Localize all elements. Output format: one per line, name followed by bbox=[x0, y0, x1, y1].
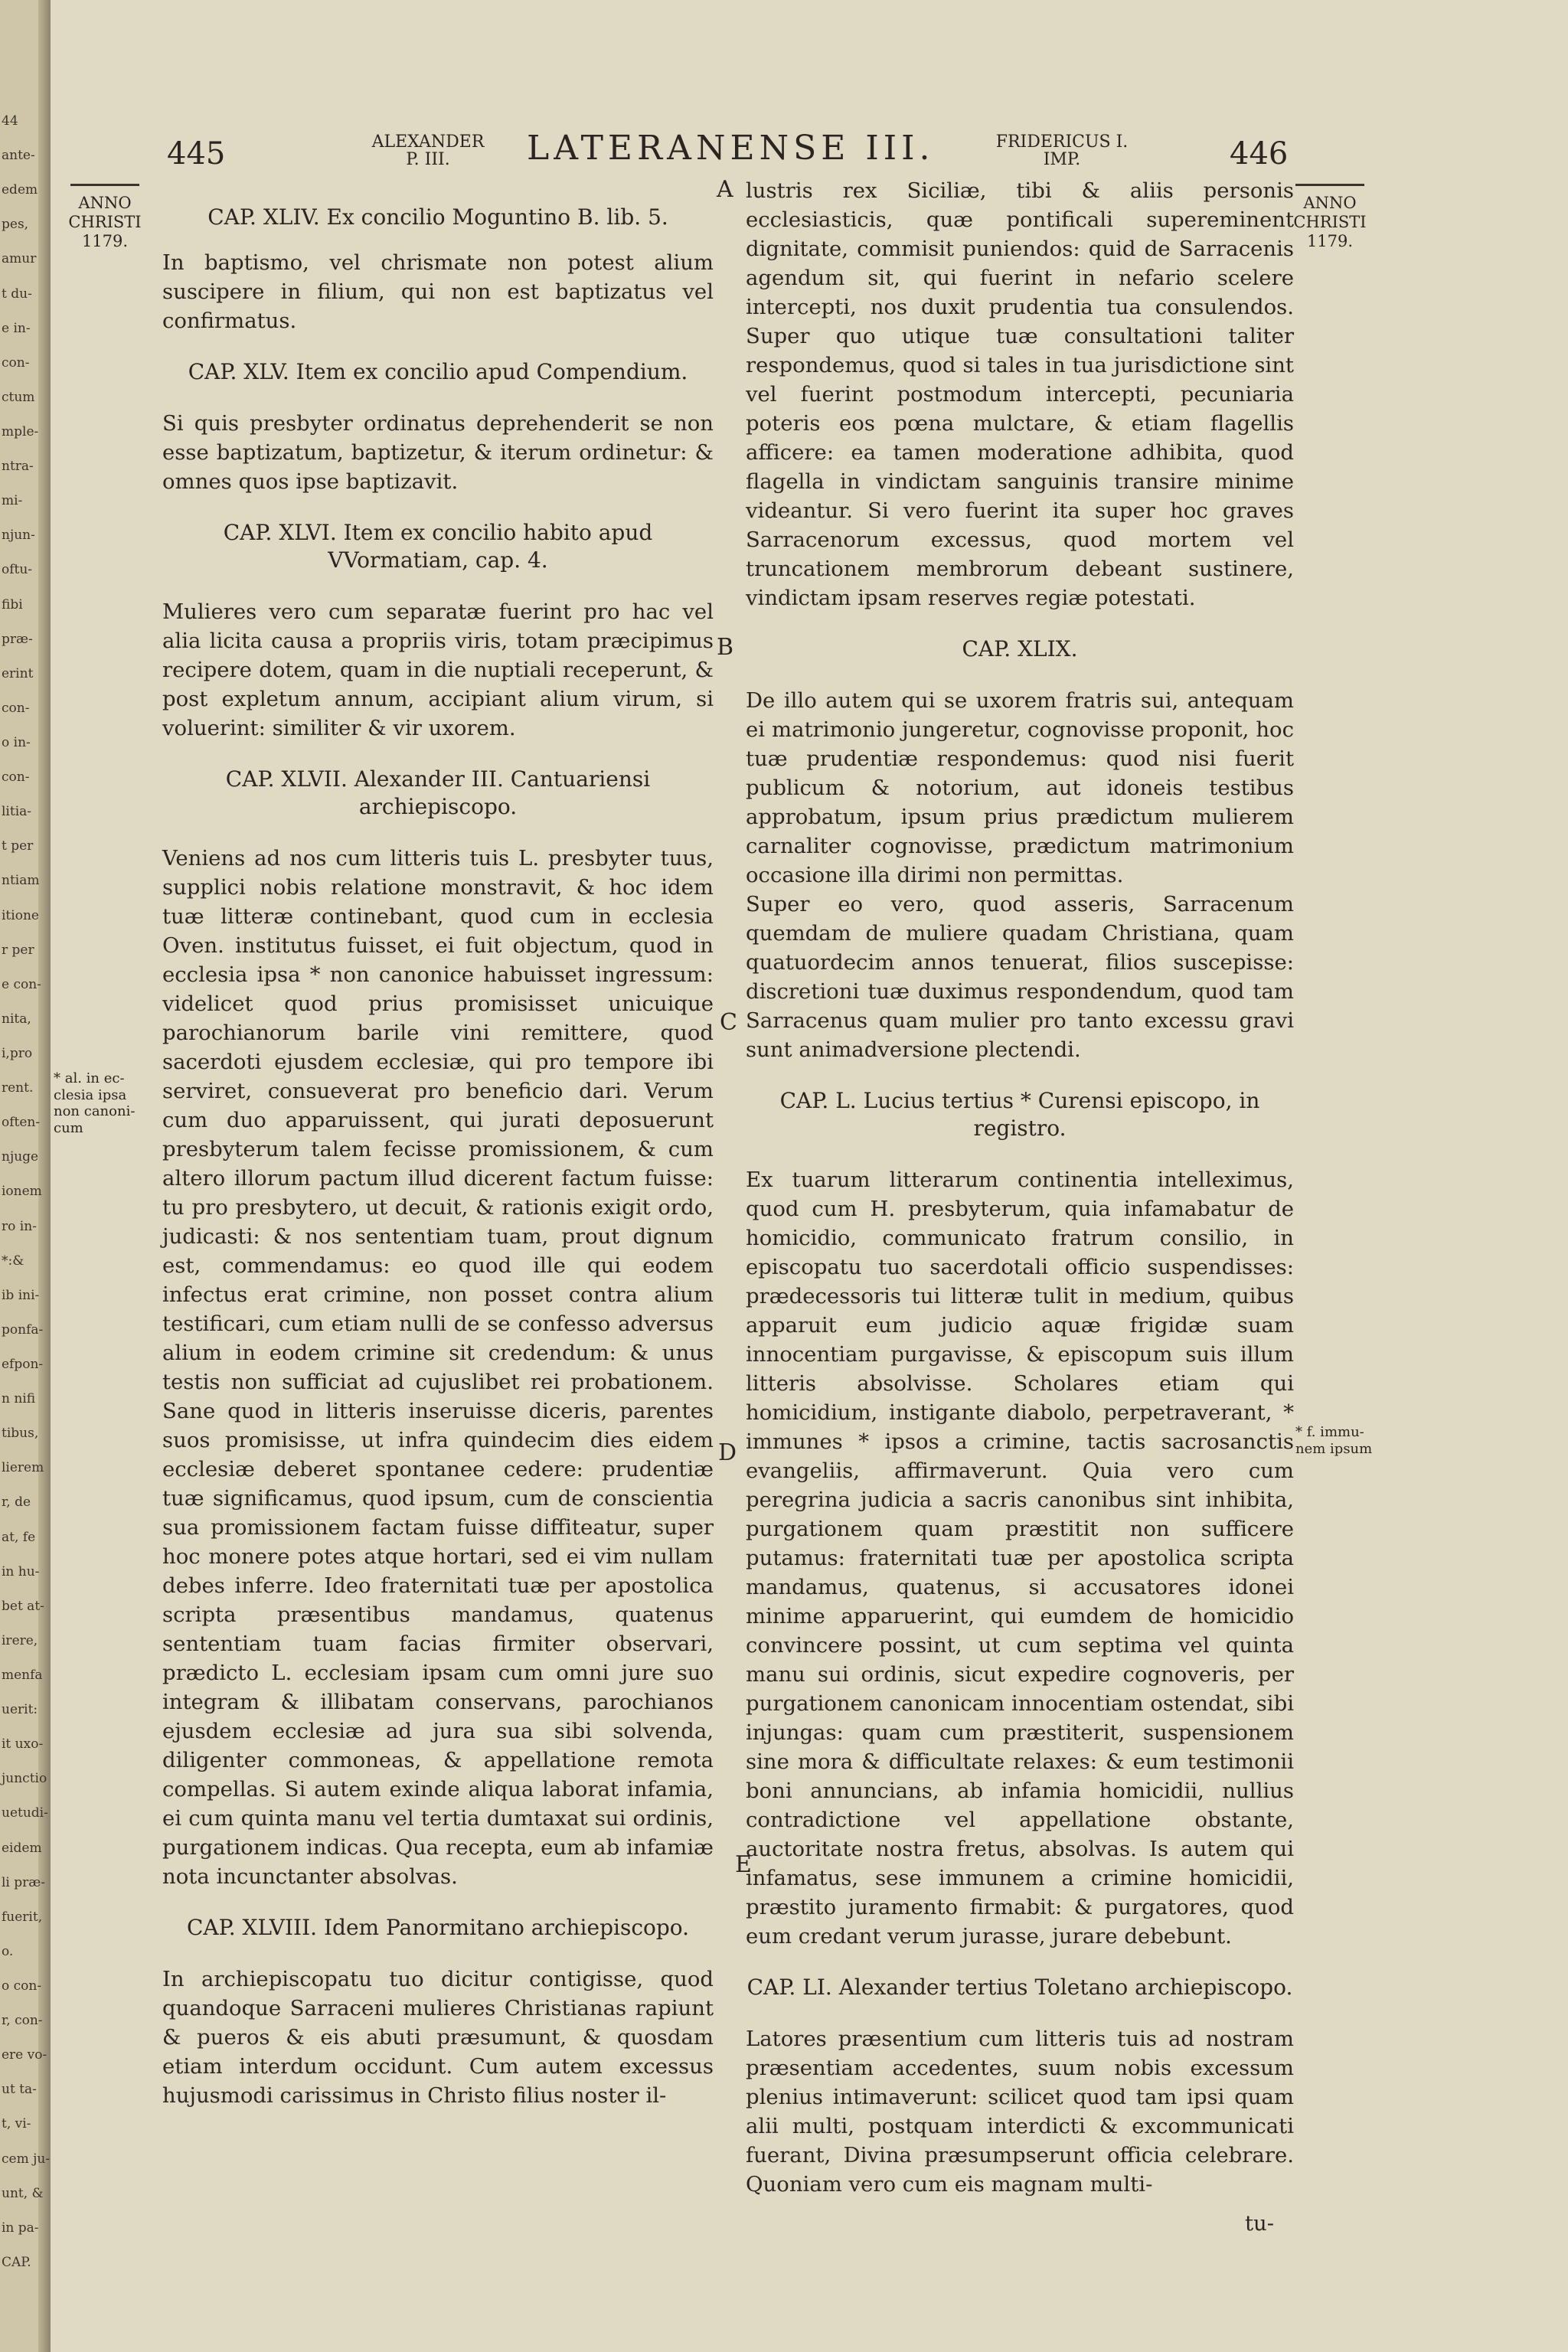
edge-fragment: o con- bbox=[2, 1978, 42, 1994]
edge-fragment: irere, bbox=[2, 1632, 38, 1648]
chapter-heading: CAP. XLVI. Item ex concilio habito apud VVormatiam, cap. 4. bbox=[223, 520, 653, 573]
note-line: * f. immu- bbox=[1295, 1424, 1364, 1440]
chapter-heading: CAP. LI. Alexander tertius Toletano archiepiscopo. bbox=[746, 1975, 1293, 2000]
chapter-heading: CAP. L. Lucius tertius * Curensi episcopo, in registro. bbox=[779, 1088, 1260, 1141]
anno-line: 1179. bbox=[81, 231, 129, 250]
edge-fragment: it uxo- bbox=[2, 1736, 44, 1753]
chapter-heading: CAP. XLVIII. Idem Panormitano archiepiscopo. bbox=[186, 1915, 690, 1940]
edge-fragment: in hu- bbox=[2, 1563, 40, 1579]
edge-fragment: efpon- bbox=[2, 1357, 44, 1372]
chapter-text: In baptismo, vel chrismate non potest alium suscipere in filium, qui non est baptizatus vel confirmatus. bbox=[162, 250, 714, 333]
anno-line: CHRISTI bbox=[68, 212, 142, 231]
edge-fragment: unt, & bbox=[2, 2185, 44, 2201]
edge-fragment: ntiam bbox=[2, 873, 40, 889]
right-page-number: 446 bbox=[1230, 136, 1289, 172]
anno-christi-right bbox=[1285, 184, 1375, 250]
chapter-text: Super eo vero, quod asseris, Sarracenum quemdam de muliere quadam Christiana, quam quatuordecim annos tenuerat, filios suscepisse: discretioni tuæ duximus respondendum, quod tam Sarracenus quam mulier pro tanto excessu gravi sunt animadversione plectendi. bbox=[746, 892, 1294, 1062]
edge-fragment: edem bbox=[2, 182, 38, 198]
edge-fragment: ctum bbox=[2, 389, 35, 405]
edge-fragment: r per bbox=[2, 942, 34, 958]
note-line: * al. in ec- bbox=[54, 1070, 125, 1086]
anno-line: CHRISTI bbox=[1293, 212, 1367, 231]
edge-fragment: menfa bbox=[2, 1668, 43, 1683]
edge-fragment: erint bbox=[2, 665, 34, 681]
chapter-text: Latores præsentium cum litteris tuis ad nostram præsentiam accedentes, suum nobis excessum plenius intimaverunt: scilicet quod tam ipsi quam alii multi, postquam interdicti & excommunicati fuerant, Divina præsumpserunt officia celebrare. Quoniam vero cum eis magnam multi- bbox=[746, 2027, 1294, 2197]
left-page-number: 445 bbox=[167, 136, 226, 172]
anno-line: ANNO bbox=[1303, 194, 1357, 212]
edge-fragment: ere vo- bbox=[2, 2047, 47, 2063]
edge-fragment: 44 bbox=[2, 113, 18, 129]
margin-letter-c: C bbox=[720, 1009, 737, 1036]
adjacent-page-edge bbox=[0, 0, 51, 2352]
anno-rule bbox=[70, 184, 139, 186]
edge-fragment: itione bbox=[2, 907, 39, 923]
chapter-heading: CAP. XLV. Item ex concilio apud Compendium. bbox=[188, 359, 688, 384]
margin-letter-e: E bbox=[735, 1851, 752, 1878]
chapter-text: Ex tuarum litterarum continentia intelleximus, quod cum H. presbyterum, quia infamabatur de homicidio, communicato fratrum consilio, in episcopatu tuo sacerdotali officio suspendisses: prædecessoris tui litteræ tulit in medium, quibus apparuit eum judicio aquæ frigidæ suam innocentiam purgavisse, & episcopum suis illum litteris absolvisse. Scholares etiam qui homicidium, instigante diabolo, perpetraverant, * immunes * ipsos a crimine, tactis sacrosanctis evangeliis, affirmaverunt. Quia vero cum peregrina judicia a sacris canonibus sint inhibita, purgationem quam præstitit non sufficere putamus: fraternitati tuæ per apostolica scripta mandamus, quatenus, si accusatores idonei minime apparuerint, qui eumdem de homicidio convincere possint, ut cum septima vel quinta manu sui ordinis, sicut expedire cognoveris, per purgationem canonicam innocentiam ostendat, sibi injungas: quam cum præstiterit, suspensionem sine mora & difficultate relaxes: & eum testimonii boni annuncians, ab infamia homicidii, nullius contradictione vel appellatione obstante, auctoritate nostra fretus, absolvas. Is autem qui infamatus, sese immunem a crimine homicidii, præstito juramento firmabit: & purgatores, quod eum credant verum jurasse, jurare debebunt. bbox=[746, 1168, 1294, 1949]
running-head-line: FRIDERICUS I. bbox=[995, 132, 1129, 152]
anno-line: ANNO bbox=[78, 194, 132, 212]
edge-fragment: ib ini- bbox=[2, 1287, 40, 1303]
chapter-text: De illo autem qui se uxorem fratris sui, antequam ei matrimonio jungeretur, cognovisse proponit, hoc tuæ prudentiæ respondemus: quod nisi fuerit publicum & notorium, aut idoneis testibus approbatum, ipsum prius prædictum mulierem carnaliter cognovisse, prædictum matrimonium occasione illa dirimi non permittas. bbox=[746, 688, 1294, 887]
chapter-text: lustris rex Siciliæ, tibi & aliis personis ecclesiasticis, quæ pontificali supereminent dignitate, commisit puniendos: quid de Sarracenis agendum sit, qui fuerint in nefario scelere intercepti, nos duxit prudentia tua consulendos. Super quo utique tuæ consultationi taliter respondemus, quod si tales in tua jurisdictione sint vel fuerint postmodum intercepti, pecuniaria poteris eos pœna mulctare, & etiam flagellis afficere: ea tamen moderatione adhibita, quod flagella in vindictam sanguinis transire minime videantur. Si vero fuerint ita super hoc graves Sarracenorum excessus, quod mortem vel truncationem membrorum debeant sustinere, vindictam ipsam reserves regiæ potestati. bbox=[746, 178, 1294, 610]
edge-fragment: CAP. bbox=[2, 2254, 31, 2270]
edge-fragment: cem ju- bbox=[2, 2151, 51, 2167]
edge-fragment: li præ- bbox=[2, 1874, 46, 1890]
edge-fragment: oftu- bbox=[2, 562, 33, 578]
running-head-line: IMP. bbox=[1043, 150, 1081, 170]
edge-fragment: ionem bbox=[2, 1184, 42, 1200]
edge-fragment: fibi bbox=[2, 596, 23, 612]
note-line: nem ipsum bbox=[1295, 1440, 1373, 1457]
margin-note-right bbox=[1295, 1424, 1403, 1457]
edge-fragment: fuerit, bbox=[2, 1909, 43, 1925]
edge-fragment: at, fe bbox=[2, 1529, 36, 1545]
edge-fragment: in pa- bbox=[2, 2220, 39, 2236]
edge-fragment: pes, bbox=[2, 217, 29, 233]
note-line: clesia ipsa bbox=[54, 1086, 127, 1103]
edge-fragment: uerit: bbox=[2, 1702, 38, 1718]
chapter-text: In archiepiscopatu tuo dicitur contigisse, quod quandoque Sarraceni mulieres Christianas rapiunt & pueros & eis abuti præsumunt, & quosdam etiam interdum occidunt. Cum autem excessus hujusmodi carissimus in Christo filius noster il- bbox=[162, 1967, 714, 2108]
edge-fragment: mi- bbox=[2, 493, 23, 509]
margin-letter-d: D bbox=[718, 1439, 737, 1466]
edge-fragment: con- bbox=[2, 700, 30, 716]
edge-fragment: mple- bbox=[2, 424, 39, 439]
edge-fragment: amur bbox=[2, 251, 37, 267]
edge-fragment: n nifi bbox=[2, 1391, 36, 1407]
left-running-head bbox=[340, 133, 516, 168]
edge-fragment: con- bbox=[2, 769, 30, 786]
edge-fragment: præ- bbox=[2, 631, 33, 647]
margin-note-left bbox=[54, 1070, 152, 1136]
chapter-text: Si quis presbyter ordinatus deprehenderit se non esse baptizatum, baptizetur, & iterum ordinetur: & omnes quos ipse baptizavit. bbox=[162, 411, 714, 494]
anno-line: 1179. bbox=[1306, 231, 1354, 250]
edge-fragment: litia- bbox=[2, 804, 32, 820]
edge-fragment: t, vi- bbox=[2, 2116, 31, 2132]
edge-fragment: lierem bbox=[2, 1460, 44, 1476]
edge-fragment: njuge bbox=[2, 1149, 39, 1165]
catchword: tu- bbox=[1245, 2211, 1275, 2236]
edge-fragment: *:& bbox=[2, 1253, 24, 1269]
edge-fragment: ntra- bbox=[2, 459, 34, 475]
edge-fragment: tibus, bbox=[2, 1426, 39, 1442]
edge-fragment: i,pro bbox=[2, 1046, 33, 1061]
left-column bbox=[162, 204, 714, 2110]
edge-fragment: njun- bbox=[2, 528, 35, 544]
edge-fragment: often- bbox=[2, 1115, 41, 1131]
edge-fragment: r, con- bbox=[2, 2013, 43, 2029]
edge-fragment: rent. bbox=[2, 1080, 34, 1096]
margin-letter-a: A bbox=[717, 176, 733, 203]
chapter-text: Mulieres vero cum separatæ fuerint pro hac vel alia licita causa a propriis viris, totam præcipimus recipere dotem, quam in die nuptiali receperunt, & post expletum annum, accipiant alium virum, si voluerint: similiter & vir uxorem. bbox=[162, 599, 714, 740]
edge-fragment: e in- bbox=[2, 320, 31, 336]
margin-letter-b: B bbox=[717, 634, 734, 661]
edge-fragment: ro in- bbox=[2, 1218, 37, 1234]
book-page bbox=[51, 0, 1568, 2352]
right-running-head bbox=[966, 133, 1158, 168]
edge-fragment: t du- bbox=[2, 286, 32, 302]
edge-fragment: ante- bbox=[2, 148, 35, 164]
edge-fragment: t per bbox=[2, 838, 34, 854]
edge-fragment: nita, bbox=[2, 1011, 31, 1027]
right-column bbox=[746, 176, 1294, 2199]
edge-fragment: junctio bbox=[2, 1771, 47, 1787]
chapter-heading: CAP. XLIX. bbox=[962, 636, 1078, 662]
edge-fragment: e con- bbox=[2, 976, 41, 992]
edge-fragment: eidem bbox=[2, 1840, 42, 1856]
chapter-text: Veniens ad nos cum litteris tuis L. presbyter tuus, supplici nobis relatione monstravit, & hoc idem tuæ litteræ continebant, quod cum in ecclesia Oven. institutus fuisset, ei fuit objectum, quod in ecclesia ipsa * non canonice habuisset ingressum: videlicet quod prius promisisset unicuique parochianorum barile vini remittere, quod sacerdoti ejusdem ecclesiæ, qui pro tempore ibi serviret, consueverat pro beneficio dari. Verum cum duo apparuissent, qui jurati deposuerunt presbyterum talem fecisse promissionem, & cum altero illorum pactum illud dicerent factum fuisse: tu pro presbytero, ut decuit, & rationis exigit ordo, judicasti: & nos sententiam tuam, prout dignum est, commendamus: eo quod ille qui eodem infectus erat crimine, non posset contra alium testificari, cum etiam nulli de se confesso adversus alium in eodem crimine sit credendum: & unus testis non sufficiat ad cujuslibet rei probationem. Sane quod in litteris inseruisse diceris, parentes suos promisisse, ut infra quindecim dies eidem ecclesiæ deberet spontanee cedere: prudentiæ tuæ significamus, quod ipsum, cum de conscientia sua promissionem factam fuisse diffiteatur, super hoc monere potes atque hortari, sed ei vim nullam debes inferre. Ideo fraternitati tuæ per apostolica scripta præsentibus mandamus, quatenus sententiam tuam facias firmiter observari, prædicto L. ecclesiam ipsam cum omni jure suo integram & illibatam conservans, parochianos ejusdem ecclesiæ ad jura sua sibi solvenda, diligenter commoneas, & appellatione remota compellas. Si autem exinde aliqua laborat infamia, ei cum quinta manu vel tertia dumtaxat sui ordinis, purgationem indicas. Qua recepta, eum ab infamiæ nota incunctanter absolvas. bbox=[162, 846, 714, 1889]
edge-fragment: bet at- bbox=[2, 1598, 44, 1614]
chapter-heading: CAP. XLIV. Ex concilio Moguntino B. lib. 5. bbox=[207, 204, 668, 230]
edge-fragment: con- bbox=[2, 354, 30, 371]
edge-fragment: o in- bbox=[2, 735, 31, 750]
running-head-line: P. III. bbox=[406, 150, 450, 170]
edge-fragment: r, de bbox=[2, 1494, 31, 1511]
edge-fragment: ut ta- bbox=[2, 2082, 37, 2098]
note-line: non canoni- bbox=[54, 1103, 136, 1120]
edge-fragment: ponfa- bbox=[2, 1321, 44, 1338]
anno-christi-left bbox=[60, 184, 150, 250]
edge-fragment: o. bbox=[2, 1943, 14, 1959]
binding-shadow bbox=[38, 0, 51, 2352]
note-line: cum bbox=[54, 1119, 83, 1136]
edge-fragment: uetudi- bbox=[2, 1805, 48, 1821]
anno-rule bbox=[1295, 184, 1364, 186]
chapter-heading: CAP. XLVII. Alexander III. Cantuariensi archiepiscopo. bbox=[225, 766, 651, 819]
page-title: LATERANENSE III. bbox=[527, 129, 935, 168]
running-head-line: ALEXANDER bbox=[371, 132, 485, 152]
